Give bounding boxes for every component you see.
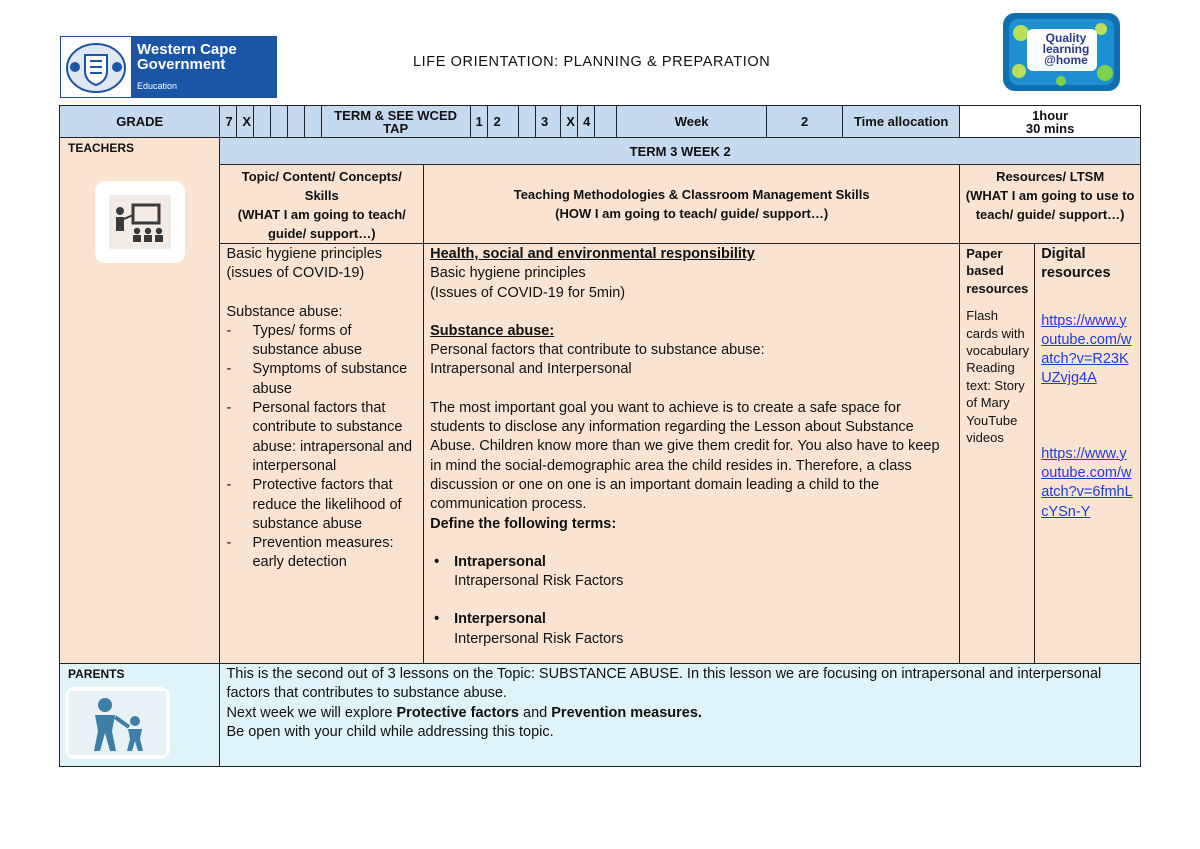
methods-paragraph: The most important goal you want to achieve is to create a safe space for students to disclose any information regarding the Lesson about Substance Abuse. Children know more than we give them credit for. You also have to keep in mind the social-demographic area the child resides in. Therefore, a class discussion or one on one is an important domain leading a child to the communication process. bbox=[430, 399, 940, 513]
methods-heading-health: Health, social and environmental responsibility bbox=[430, 246, 755, 262]
teachers-label-cell bbox=[60, 138, 220, 664]
topic-intro-line: Basic hygiene principles bbox=[226, 246, 383, 262]
topic-content-cell bbox=[220, 244, 424, 664]
methods-head-line: (HOW I am going to teach/ guide/ support…) bbox=[555, 206, 829, 221]
logo-text-band bbox=[131, 37, 277, 97]
parents-text: and bbox=[519, 704, 552, 721]
teachers-content-row bbox=[60, 244, 1141, 664]
teacher-classroom-icon bbox=[95, 181, 185, 263]
org-name-line1: Western Cape bbox=[137, 41, 237, 58]
list-item: • Interpersonal bbox=[430, 610, 953, 629]
resources-head-line: teach/ guide/ support…) bbox=[975, 207, 1125, 222]
grade-cell-empty bbox=[254, 106, 271, 138]
term-mark: X bbox=[561, 106, 578, 138]
topic-head-line: (WHAT I am going to teach/ bbox=[237, 207, 406, 222]
term-2: 2 bbox=[488, 106, 519, 138]
topic-head-line: Topic/ Content/ Concepts/ bbox=[241, 169, 402, 184]
time-value-mins: 30 mins bbox=[1025, 120, 1075, 136]
parents-emphasis: Protective factors bbox=[396, 704, 519, 721]
week-label: Week bbox=[617, 106, 767, 138]
time-allocation-value bbox=[960, 106, 1141, 138]
teachers-column-headers bbox=[60, 165, 1141, 244]
time-value-hour: 1hour bbox=[1032, 107, 1069, 123]
term-label: TERM & SEE WCED TAP bbox=[321, 106, 470, 138]
info-row bbox=[60, 106, 1141, 138]
terms-list bbox=[430, 610, 953, 629]
term-1: 1 bbox=[470, 106, 488, 138]
org-name-line2: Government bbox=[137, 56, 226, 73]
parents-label: PARENTS bbox=[68, 667, 125, 681]
teachers-row-1 bbox=[60, 138, 1141, 165]
parents-emphasis: Prevention measures. bbox=[551, 704, 702, 721]
parents-text: Next week we will explore bbox=[226, 704, 397, 721]
topic-subheading: Substance abuse: bbox=[226, 303, 343, 320]
youtube-link-1[interactable]: https://www.youtube.com/watch?v=R23KUZvjg4A bbox=[1041, 312, 1132, 387]
quality-learning-badge bbox=[1001, 11, 1122, 93]
methods-heading-substance: Substance abuse: bbox=[430, 322, 555, 339]
coat-of-arms-icon bbox=[63, 39, 129, 95]
planning-table bbox=[59, 105, 1141, 767]
western-cape-government-logo bbox=[60, 36, 277, 98]
resources-column-head bbox=[960, 165, 1141, 244]
define-terms-heading: Define the following terms: bbox=[430, 515, 617, 532]
topic-head-line: guide/ support…) bbox=[267, 226, 376, 241]
digital-resources-cell bbox=[1035, 244, 1141, 664]
digital-resources-heading: Digital resources bbox=[1041, 246, 1111, 282]
topic-intro-line: (issues of COVID-19) bbox=[226, 265, 365, 282]
parents-message-cell bbox=[220, 664, 1141, 767]
youtube-link-2[interactable]: https://www.youtube.com/watch?v=6fmhLcYSn-Y bbox=[1041, 445, 1133, 520]
term-3: 3 bbox=[535, 106, 560, 138]
badge-text: Quality learning @home bbox=[1042, 31, 1090, 67]
methods-column-head bbox=[424, 165, 960, 244]
page-title: LIFE ORIENTATION: PLANNING & PREPARATION bbox=[413, 54, 771, 70]
parents-label-cell bbox=[60, 664, 220, 767]
grade-cell-empty bbox=[287, 106, 304, 138]
grade-mark: X bbox=[237, 106, 254, 138]
list-item: - Symptoms of substance abuse bbox=[226, 360, 417, 399]
topic-list bbox=[226, 322, 417, 573]
term-cell-empty bbox=[595, 106, 617, 138]
time-allocation-label: Time allocation bbox=[843, 106, 960, 138]
topic-column-head bbox=[220, 165, 424, 244]
paper-resources-cell bbox=[960, 244, 1035, 664]
methods-head-line: Teaching Methodologies & Classroom Management Skills bbox=[513, 187, 870, 202]
term-cell-empty bbox=[519, 106, 536, 138]
list-item: • Intrapersonal bbox=[430, 553, 953, 572]
term-subtext: Interpersonal Risk Factors bbox=[454, 630, 624, 647]
methods-line: Basic hygiene principles bbox=[430, 265, 586, 282]
org-department: Education bbox=[137, 81, 178, 91]
grade-value: 7 bbox=[220, 106, 237, 138]
parents-line: This is the second out of 3 lessons on the Topic: SUBSTANCE ABUSE. In this lesson we are focusing on intrapersonal and interpersonal factors that contributes to substance abuse. bbox=[226, 666, 1102, 702]
list-item: - Types/ forms of substance abuse bbox=[226, 322, 417, 361]
methods-line: Intrapersonal and Interpersonal bbox=[430, 361, 632, 378]
parent-child-icon bbox=[65, 687, 170, 759]
parents-line bbox=[226, 704, 1134, 723]
resource-item: YouTube videos bbox=[966, 412, 1018, 446]
resource-item: Flash cards with vocabulary bbox=[966, 308, 1030, 359]
grade-cell-empty bbox=[304, 106, 321, 138]
list-item: - Prevention measures: early detection bbox=[226, 534, 417, 573]
parents-row bbox=[60, 664, 1141, 767]
resource-item: Reading text: Story of Mary bbox=[966, 360, 1025, 411]
week-value: 2 bbox=[767, 106, 843, 138]
grade-label: GRADE bbox=[60, 106, 220, 138]
methods-content-cell bbox=[424, 244, 960, 664]
terms-list bbox=[430, 553, 953, 572]
parents-line: Be open with your child while addressing this topic. bbox=[226, 723, 554, 740]
methods-line: Personal factors that contribute to substance abuse: bbox=[430, 342, 765, 359]
methods-line: (Issues of COVID-19 for 5min) bbox=[430, 284, 626, 301]
teachers-label: TEACHERS bbox=[68, 141, 135, 155]
grade-cell-empty bbox=[271, 106, 288, 138]
list-item: - Personal factors that contribute to substance abuse: intrapersonal and interpersonal bbox=[226, 399, 417, 476]
topic-head-line: Skills bbox=[304, 188, 339, 203]
term-4: 4 bbox=[578, 106, 595, 138]
paper-resources-heading: Paper based resources bbox=[966, 246, 1029, 296]
term-week-heading: TERM 3 WEEK 2 bbox=[220, 138, 1141, 165]
resources-head-line: (WHAT I am going to use to bbox=[965, 188, 1135, 203]
list-item: - Protective factors that reduce the likelihood of substance abuse bbox=[226, 476, 417, 534]
resources-head-line: Resources/ LTSM bbox=[996, 169, 1105, 184]
term-subtext: Intrapersonal Risk Factors bbox=[454, 573, 624, 590]
